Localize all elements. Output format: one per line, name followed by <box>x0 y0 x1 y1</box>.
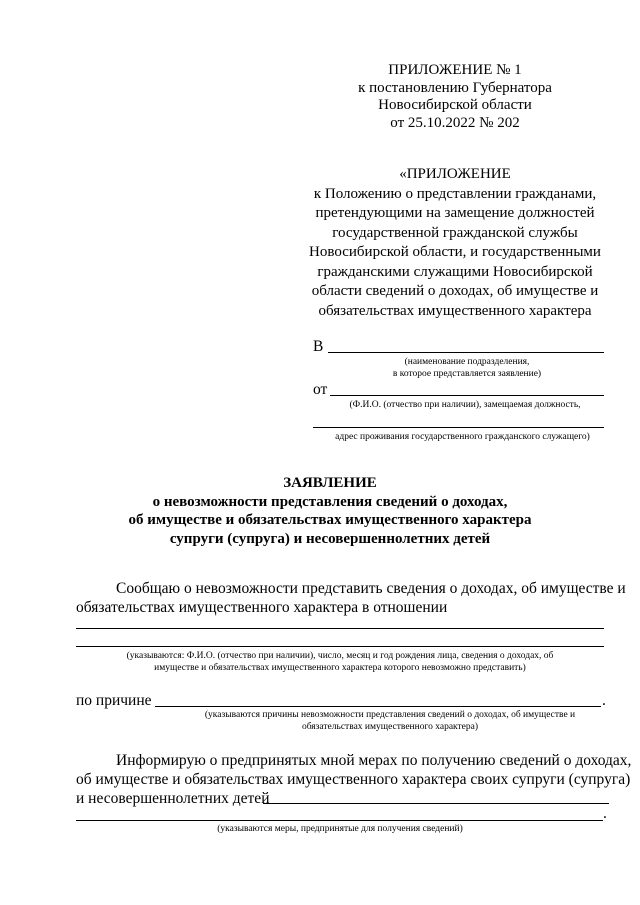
appendix-line: к постановлению Губернатора <box>358 79 552 96</box>
measures-period: . <box>603 805 607 822</box>
document-title: ЗАЯВЛЕНИЕ о невозможности представления сведений о доходах, об имуществе и обязательствах имущественного характера супруги (супруга) и несовершеннолетних детей <box>128 475 532 547</box>
measures-field-2[interactable] <box>76 820 603 821</box>
regulation-line: к Положению о представлении гражданами, <box>313 185 597 202</box>
address-field[interactable] <box>313 427 604 428</box>
regulation-line: обязательствах имущественного характера <box>318 302 592 319</box>
regulation-header <box>300 165 610 321</box>
appendix-title: ПРИЛОЖЕНИЕ № 1 <box>388 62 522 78</box>
reason-field[interactable] <box>155 706 601 707</box>
paragraph-2-line2: об имуществе и обязательствах имущественного характера своих супруги (супруга) <box>76 771 631 788</box>
reason-label: по причине <box>76 692 152 709</box>
regulation-line: претендующими на замещение должностей <box>315 205 595 221</box>
measures-hint: (указываются меры, предпринятые для получения сведений) <box>217 824 463 834</box>
appendix-header <box>300 62 610 132</box>
to-label: В <box>313 338 324 355</box>
paragraph-2-line1: Информирую о предпринятых мной мерах по получению сведений о доходах, <box>116 752 632 769</box>
from-hint: (Ф.И.О. (отчество при наличии), замещаемая должность, <box>349 400 581 410</box>
regulation-title: «ПРИЛОЖЕНИЕ <box>399 166 511 182</box>
from-field[interactable] <box>330 395 604 396</box>
reason-period: . <box>602 692 606 709</box>
person-hint: (указываются: Ф.И.О. (отчество при наличии), число, месяц и год рождения лица, сведения о доходах, об имуществе и обязательствах имущественного характера которого невозможно представить) <box>126 651 554 673</box>
address-hint: адрес проживания государственного гражданского служащего) <box>335 432 590 442</box>
reason-hint: (указываются причины невозможности представления сведений о доходах, об имуществе и обязательствах имущественного характера) <box>204 710 576 732</box>
person-field-2[interactable] <box>76 646 604 647</box>
appendix-date: от 25.10.2022 № 202 <box>390 114 520 131</box>
paragraph-1-line2: обязательствах имущественного характера в отношении <box>76 599 448 616</box>
person-field-1[interactable] <box>76 628 604 629</box>
from-label: от <box>313 381 328 398</box>
regulation-line: области сведений о доходах, об имуществе и <box>311 283 599 299</box>
to-hint: (наименование подразделения, в которое представляется заявление) <box>392 357 542 379</box>
paragraph-1-line1: Сообщаю о невозможности представить сведения о доходах, об имуществе и <box>116 580 626 597</box>
appendix-line: Новосибирской области <box>378 97 532 113</box>
regulation-line: гражданскими служащими Новосибирской <box>317 263 593 280</box>
measures-field-1[interactable] <box>263 803 609 804</box>
regulation-line: Новосибирской области, и государственными <box>309 244 601 260</box>
paragraph-2-line3: и несовершеннолетних детей <box>76 790 270 807</box>
regulation-line: государственной гражданской службы <box>332 224 578 241</box>
to-field[interactable] <box>328 352 604 353</box>
